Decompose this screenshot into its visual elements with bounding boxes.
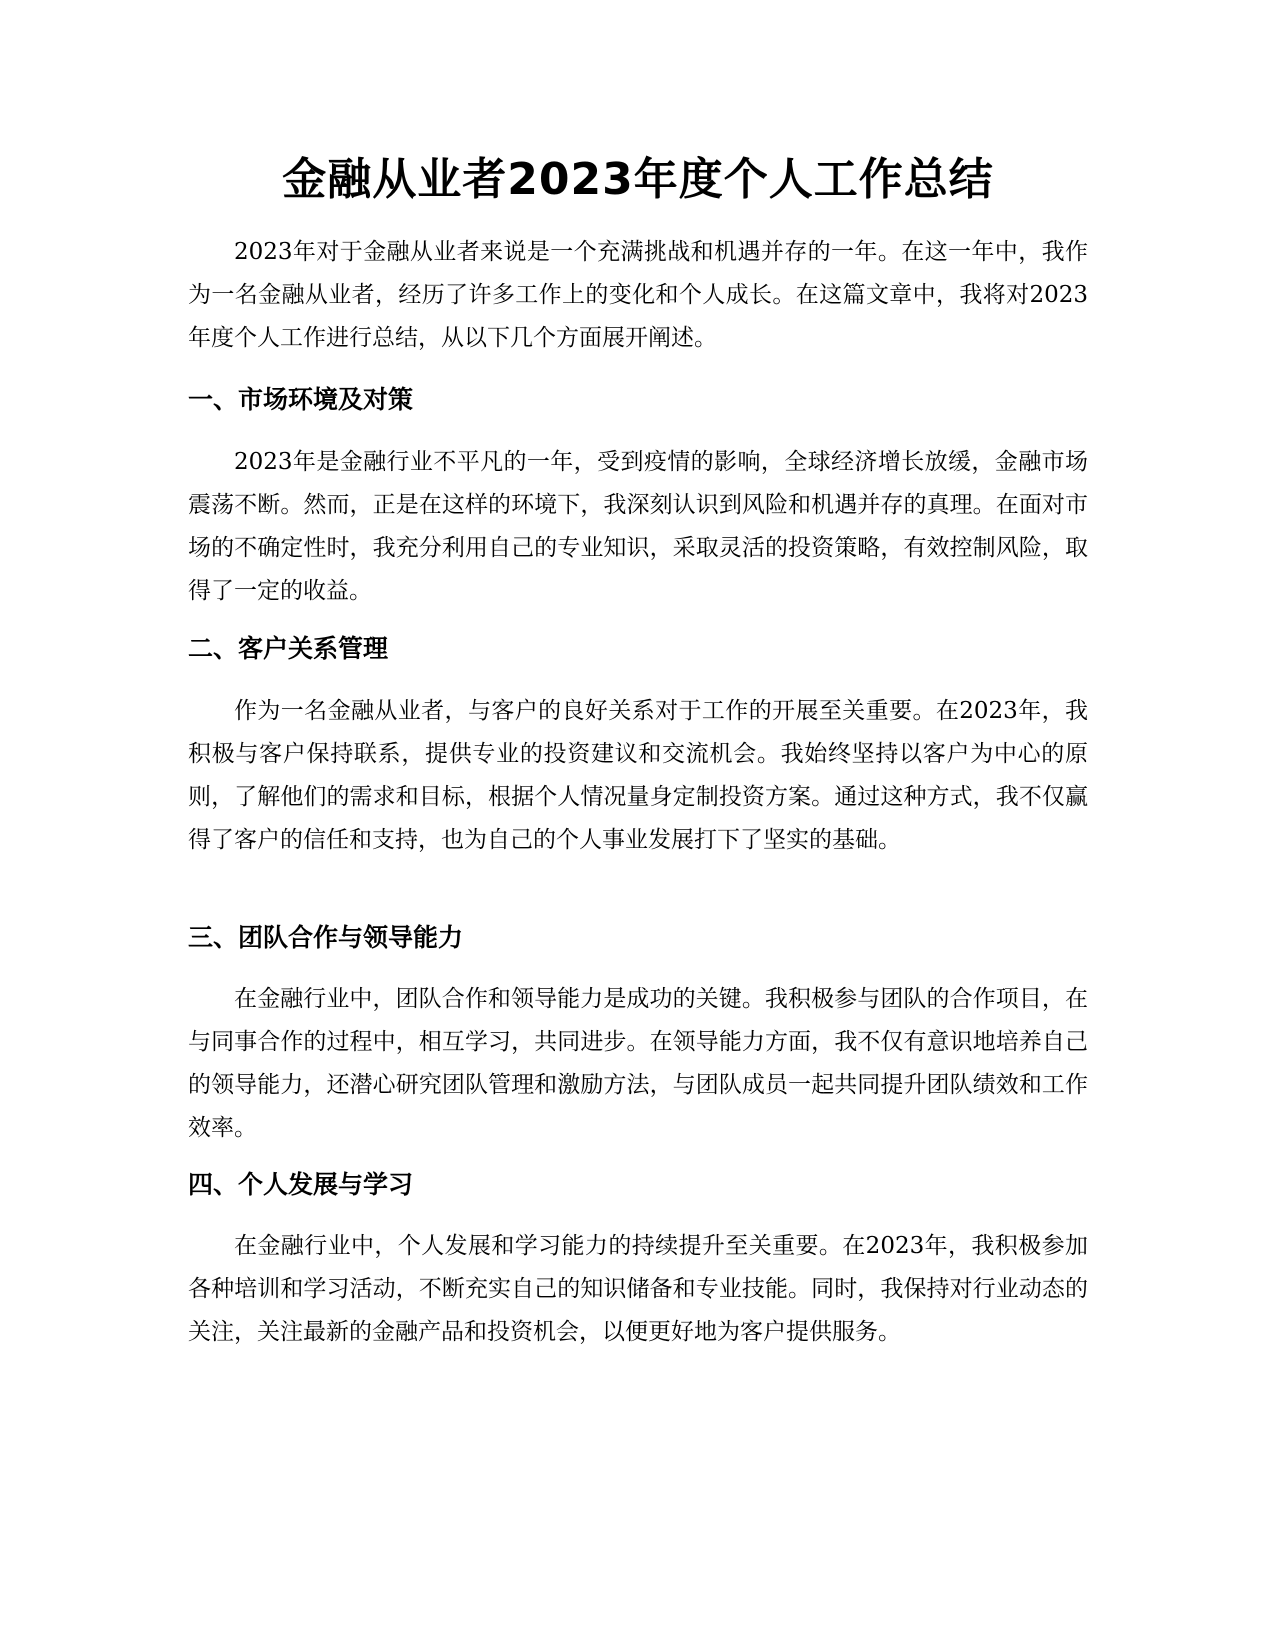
section-body-market: 2023年是金融行业不平凡的一年，受到疫情的影响，全球经济增长放缓，金融市场震荡不断。然而，正是在这样的环境下，我深刻认识到风险和机遇并存的真理。在面对市场的不确定性时，我充分利用自己的专业知识，采取灵活的投资策略，有效控制风险，取得了一定的收益。: [188, 449, 1088, 604]
document-title: 金融从业者2023年度个人工作总结: [282, 154, 994, 205]
section-body-client: 作为一名金融从业者，与客户的良好关系对于工作的开展至关重要。在2023年，我积极与客户保持联系，提供专业的投资建议和交流机会。我始终坚持以客户为中心的原则，了解他们的需求和目标，根据个人情况量身定制投资方案。通过这种方式，我不仅赢得了客户的信任和支持，也为自己的个人事业发展打下了坚实的基础。: [188, 698, 1088, 853]
section-heading-team: 三、团队合作与领导能力: [188, 923, 464, 952]
section-heading-market: 一、市场环境及对策: [188, 385, 414, 414]
section-heading-growth: 四、个人发展与学习: [188, 1170, 414, 1199]
intro-paragraph: 2023年对于金融从业者来说是一个充满挑战和机遇并存的一年。在这一年中，我作为一名金融从业者，经历了许多工作上的变化和个人成长。在这篇文章中，我将对2023年度个人工作进行总结，从以下几个方面展开阐述。: [188, 239, 1088, 351]
section-heading-client: 二、客户关系管理: [188, 634, 389, 663]
section-body-growth: 在金融行业中，个人发展和学习能力的持续提升至关重要。在2023年，我积极参加各种培训和学习活动，不断充实自己的知识储备和专业技能。同时，我保持对行业动态的关注，关注最新的金融产品和投资机会，以便更好地为客户提供服务。: [188, 1233, 1088, 1345]
section-body-team: 在金融行业中，团队合作和领导能力是成功的关键。我积极参与团队的合作项目，在与同事合作的过程中，相互学习，共同进步。在领导能力方面，我不仅有意识地培养自己的领导能力，还潜心研究团队管理和激励方法，与团队成员一起共同提升团队绩效和工作效率。: [188, 986, 1088, 1141]
